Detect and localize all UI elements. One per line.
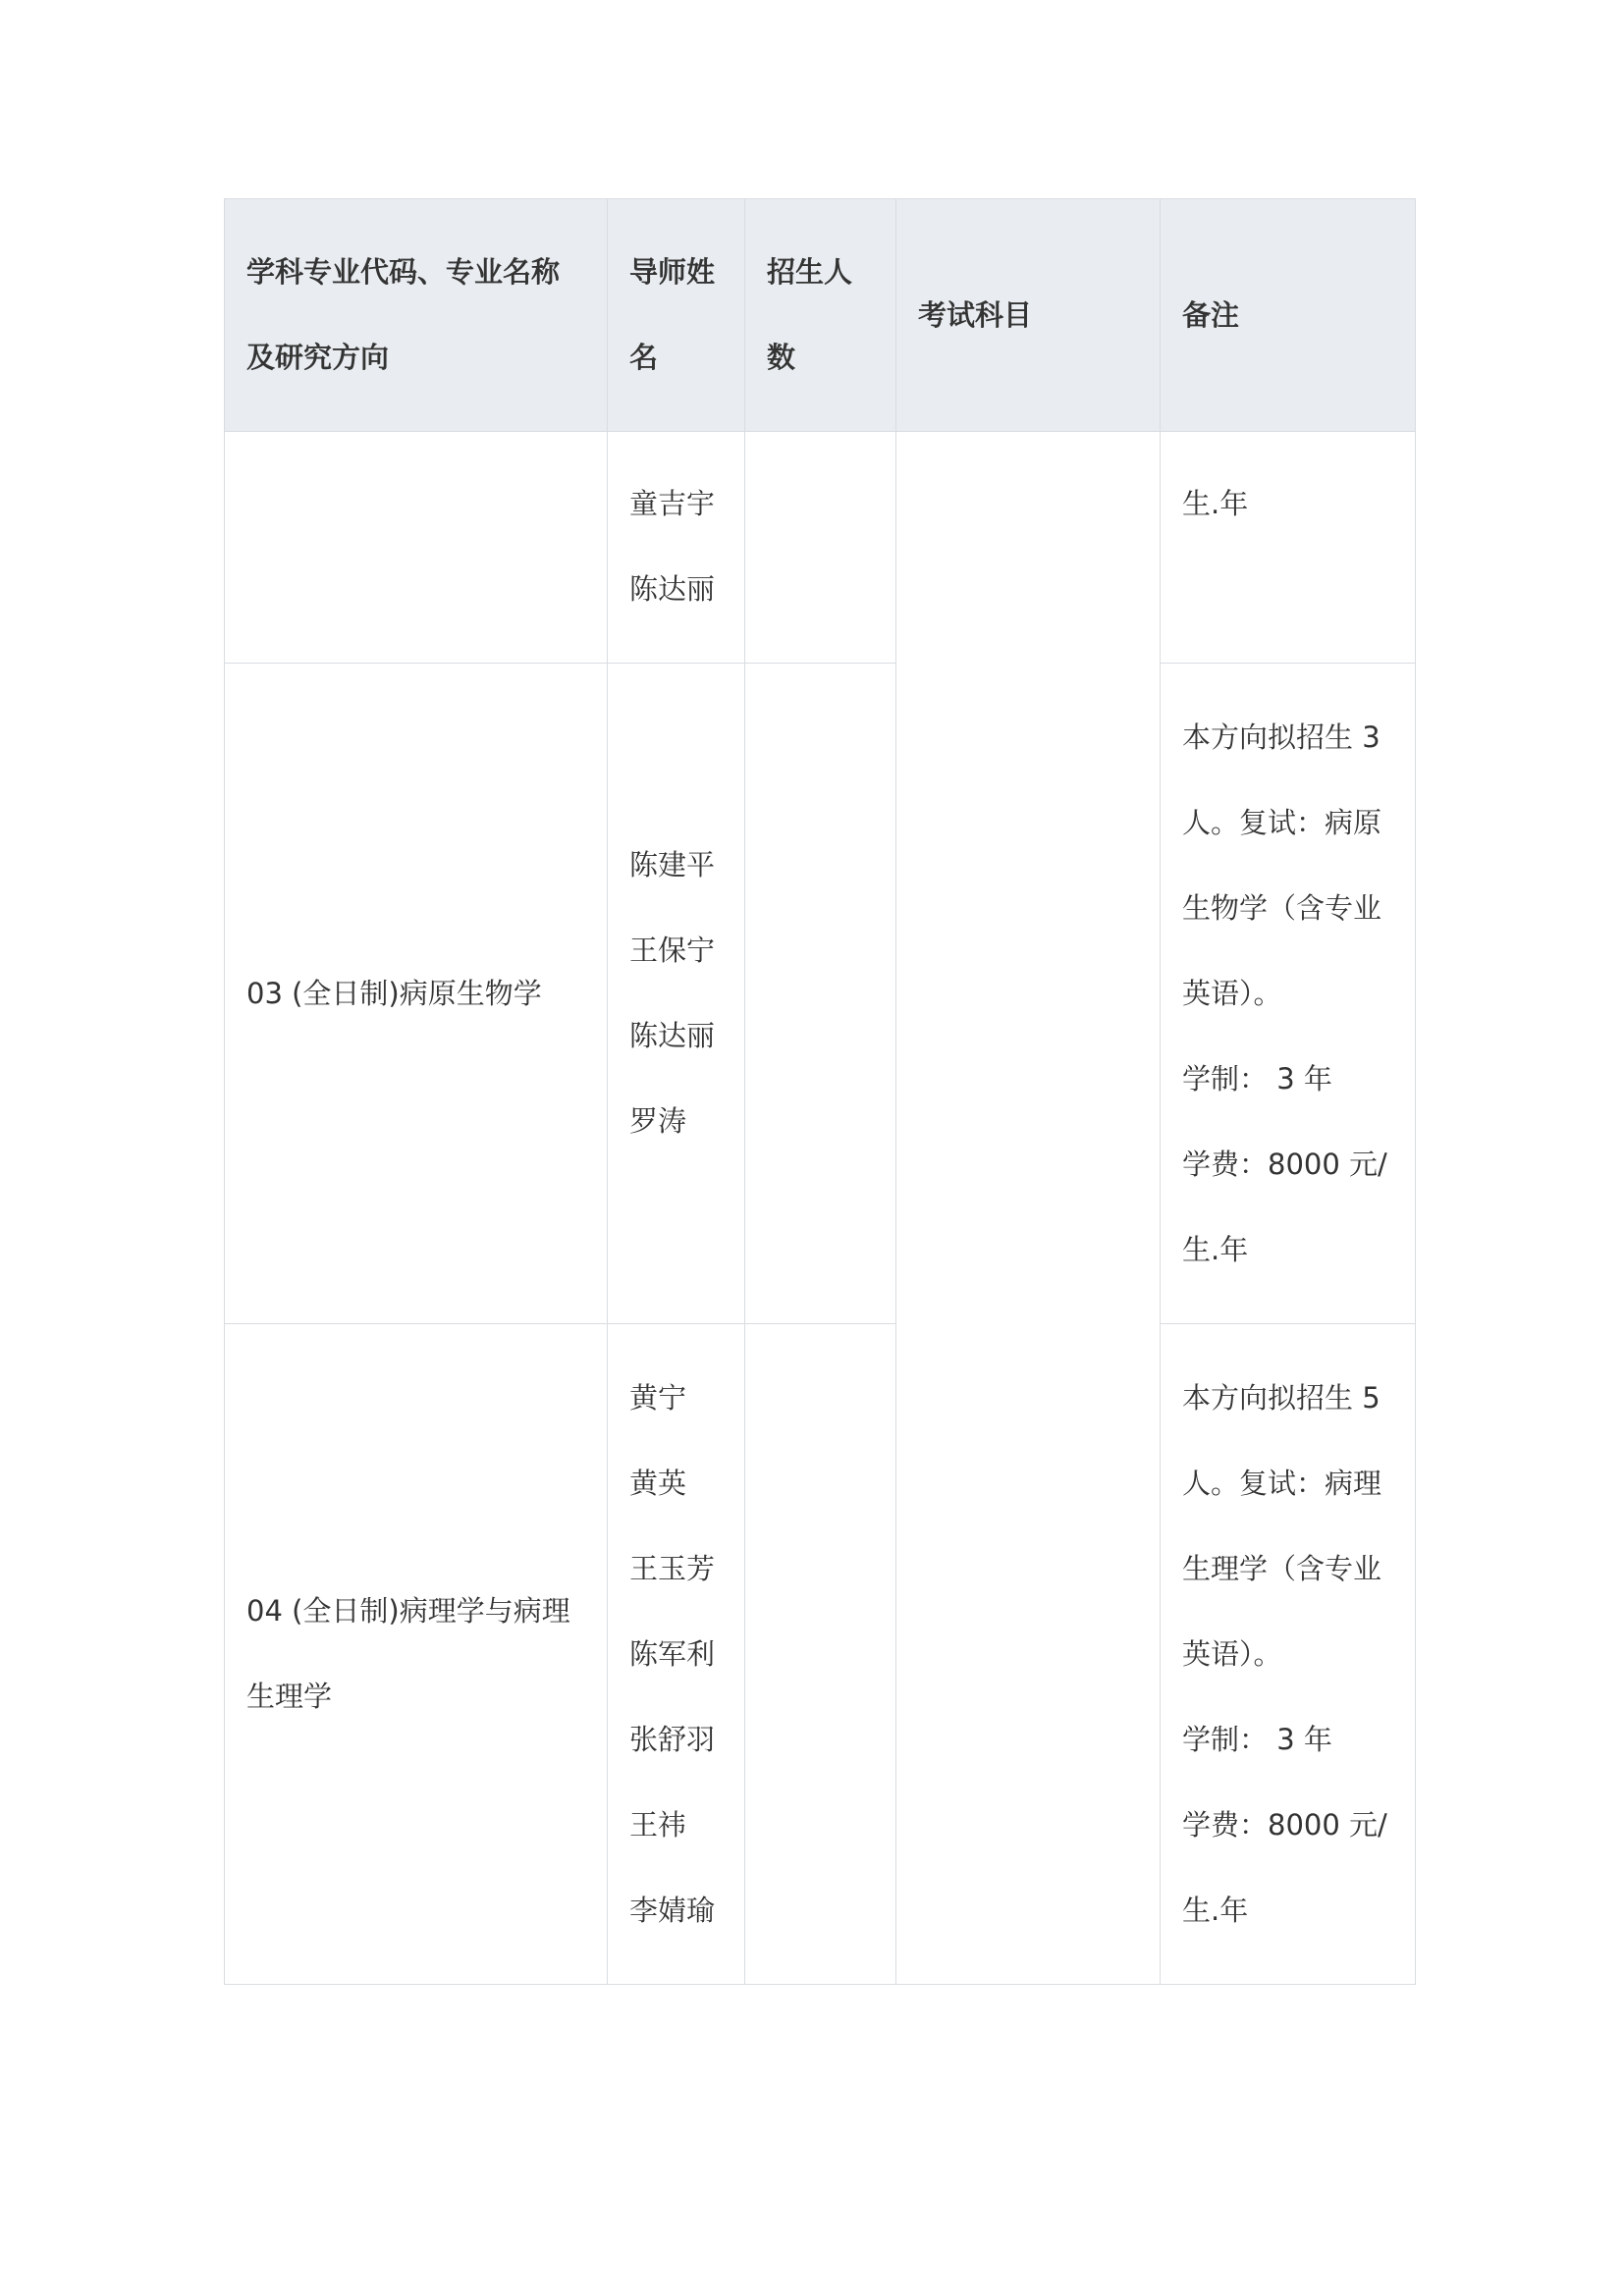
remark-line: 生理学（含专业 [1182,1551,1382,1585]
advisor-name: 童吉宇 [629,487,716,520]
remark-line: 学制： 3 年 [1182,1722,1332,1756]
major-cell [225,432,608,664]
enrollment-table [224,198,1416,1985]
major-cell: 03 (全日制)病原生物学 [225,664,608,1324]
remarks-cell [1161,664,1416,1324]
remark-line: 生.年 [1182,1232,1249,1266]
header-remarks: 备注 [1161,199,1416,432]
advisor-name: 张舒羽 [629,1722,716,1756]
remark-line: 英语）。 [1182,1636,1282,1671]
remark-line: 学费：8000 元/ [1182,1807,1387,1842]
remarks-cell [1161,432,1416,664]
remark-line: 生.年 [1182,487,1249,520]
header-quota: 招生人数 [745,199,896,432]
remark-line: 人。复试：病理 [1182,1466,1382,1500]
remark-line: 学制： 3 年 [1182,1061,1332,1095]
major-cell: 04 (全日制)病理学与病理生理学 [225,1324,608,1985]
advisor-name: 陈军利 [629,1636,716,1671]
remark-line: 本方向拟招生 3 [1182,720,1380,754]
advisor-name: 陈达丽 [629,572,716,606]
exam-cell [896,432,1161,1985]
remark-line: 英语）。 [1182,976,1282,1010]
header-exam: 考试科目 [896,199,1161,432]
remark-line: 生物学（含专业 [1182,890,1382,925]
advisor-cell [608,1324,745,1985]
advisor-name: 王保宁 [629,934,716,967]
advisor-name: 罗涛 [629,1104,687,1138]
header-advisor: 导师姓名 [608,199,745,432]
remark-line: 学费：8000 元/ [1182,1147,1387,1181]
remark-line: 人。复试：病原 [1182,805,1382,839]
advisor-name: 王祎 [629,1807,687,1842]
advisor-name: 黄宁 [629,1380,687,1415]
table-row [225,664,1416,1324]
remark-line: 本方向拟招生 5 [1182,1380,1380,1415]
table-header-row [225,199,1416,432]
advisor-name: 陈达丽 [629,1019,716,1052]
remarks-cell [1161,1324,1416,1985]
advisor-name: 王玉芳 [629,1551,716,1585]
advisor-cell [608,664,745,1324]
remark-line: 生.年 [1182,1893,1249,1927]
quota-cell [745,1324,896,1985]
table-row [225,432,1416,664]
advisor-cell [608,432,745,664]
header-major: 学科专业代码、专业名称及研究方向 [225,199,608,432]
advisor-name: 黄英 [629,1466,687,1500]
quota-cell [745,664,896,1324]
advisor-name: 李婧瑜 [629,1893,716,1927]
quota-cell [745,432,896,664]
advisor-name: 陈建平 [629,848,716,881]
table-row [225,1324,1416,1985]
